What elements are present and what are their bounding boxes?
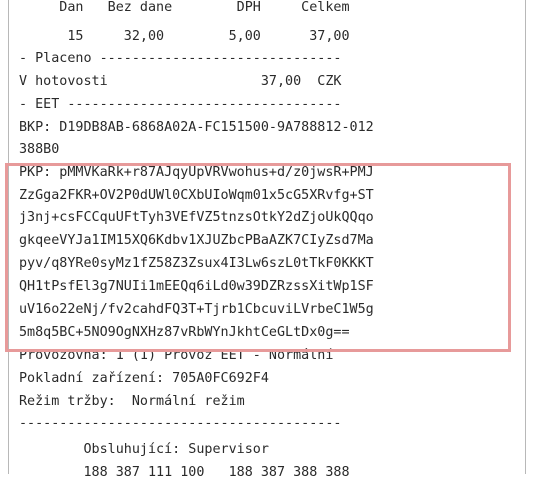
tax-summary-values: 15 32,00 5,00 37,00 xyxy=(19,29,350,44)
pkp-code-line-5: pyv/q8YRe0syMz1fZ58Z3Zsux4I3Lw6szL0tTkF0KKKT xyxy=(19,256,374,271)
pkp-code-line-4: gkqeeVYJa1IM15XQ6Kdbv1XJUZbcPBaAZK7CIyZsd7Ma xyxy=(19,233,374,248)
bkp-code-line-2: 388B0 xyxy=(19,142,60,157)
payment-cash-row: V hotovosti 37,00 CZK xyxy=(19,74,342,89)
premises-line: Provozovna: 1 (1) Provoz EET - Normální xyxy=(19,348,334,363)
footer-numbers-line: 188 387 111 100 188 387 388 388 xyxy=(19,465,350,480)
sales-mode-line: Režim tržby: Normální režim xyxy=(19,394,245,409)
pkp-code-line-8: 5m8q5BC+5NO9OgNXHz87vRbWYnJkhtCeGLtDx0g== xyxy=(19,325,350,340)
pkp-code-line-1: PKP: pMMVKaRk+r87AJqyUpVRVwohus+d/z0jwsR+PMJ xyxy=(19,165,374,180)
separator-line: ---------------------------------------- xyxy=(19,416,342,431)
eet-section-title: - EET ---------------------------------- xyxy=(19,97,342,112)
payment-section-title: - Placeno ------------------------------ xyxy=(19,51,342,66)
pkp-code-line-3: j3nj+csFCCquUFtTyh3VEfVZ5tnzsOtkY2dZjoUkQQqo xyxy=(19,210,374,225)
pkp-code-line-2: ZzGga2FKR+OV2P0dUWl0CXbUIoWqm01x5cG5XRvfg+ST xyxy=(19,188,374,203)
tax-summary-header: Dan Bez dane DPH Celkem xyxy=(19,0,350,15)
operator-line: Obsluhující: Supervisor xyxy=(19,442,269,457)
cash-register-line: Pokladní zařízení: 705A0FC692F4 xyxy=(19,371,269,386)
bkp-code-line-1: BKP: D19DB8AB-6868A02A-FC151500-9A788812-012 xyxy=(19,120,374,135)
receipt-paper xyxy=(8,0,526,480)
pkp-code-line-7: uV16o22eNj/fv2cahdFQ3T+Tjrb1CbcuviLVrbeC1W5g xyxy=(19,302,374,317)
pkp-code-line-6: QH1tPsfEl3g7NUIi1mEEQq6iLd0w39DZRzssXitWp1SF xyxy=(19,279,374,294)
